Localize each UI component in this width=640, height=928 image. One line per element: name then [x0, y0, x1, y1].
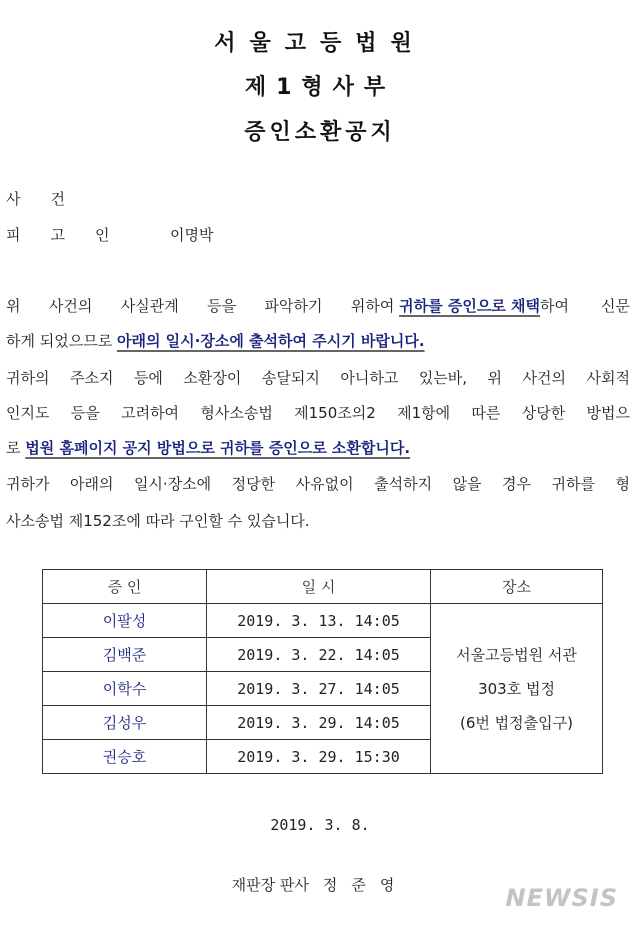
body-text: 하게 되었으므로	[6, 332, 117, 350]
witness-datetime: 2019. 3. 27. 14:05	[207, 672, 431, 706]
case-row	[6, 188, 156, 209]
header-place: 장소	[431, 570, 603, 604]
table-row	[43, 604, 603, 638]
witness-name: 김성우	[43, 706, 207, 740]
body-line	[6, 330, 630, 351]
header-witness: 증 인	[43, 570, 207, 604]
witness-datetime: 2019. 3. 22. 14:05	[207, 638, 431, 672]
place-line: (6번 법정출입구)	[460, 713, 573, 732]
body-text: 위 사건의 사실관계 등을 파악하기 위하여	[6, 297, 400, 315]
witness-datetime: 2019. 3. 29. 15:30	[207, 740, 431, 774]
judge-title: 재판장 판사	[231, 876, 309, 894]
body-line	[6, 295, 630, 316]
case-label: 사건	[6, 190, 95, 208]
notice-date: 2019. 3. 8.	[270, 816, 370, 834]
body-line: 귀하가 아래의 일시·장소에 정당한 사유없이 출석하지 않을 경우 귀하를 형	[6, 475, 630, 493]
header-datetime: 일 시	[207, 570, 431, 604]
body-line: 사소송법 제152조에 따라 구인할 수 있습니다.	[6, 512, 310, 530]
defendant-name: 이명박	[170, 226, 214, 244]
witness-name: 이팔성	[43, 604, 207, 638]
witness-datetime: 2019. 3. 13. 14:05	[207, 604, 431, 638]
witness-datetime: 2019. 3. 29. 14:05	[207, 706, 431, 740]
place-line: 서울고등법원 서관	[456, 645, 577, 664]
defendant-row	[6, 224, 213, 245]
place-line: 303호 법정	[478, 679, 555, 698]
newsis-watermark: NEWSIS	[505, 884, 618, 912]
judge-name: 정준영	[322, 876, 409, 894]
place-cell	[431, 604, 603, 774]
body-line: 귀하의 주소지 등에 소환장이 송달되지 아니하고 있는바, 위 사건의 사회적	[6, 369, 630, 387]
witness-table	[42, 569, 603, 774]
notice-title: 증인소환공지	[244, 120, 396, 145]
emphasis-text: 귀하를 증인으로 채택	[399, 297, 540, 315]
body-line: 인지도 등을 고려하여 형사소송법 제150조의2 제1항에 따른 상당한 방법으	[6, 404, 630, 422]
body-line	[6, 437, 630, 458]
court-name: 서울고등법원	[214, 31, 426, 56]
emphasis-text: 아래의 일시·장소에 출석하여 주시기 바랍니다.	[116, 332, 425, 350]
witness-name: 권승호	[43, 740, 207, 774]
witness-name: 이학수	[43, 672, 207, 706]
division-name: 제1형사부	[244, 75, 396, 100]
witness-name: 김백준	[43, 638, 207, 672]
emphasis-text: 법원 홈페이지 공지 방법으로 귀하를 증인으로 소환합니다.	[25, 439, 411, 457]
table-header	[43, 570, 603, 604]
body-text: 로	[6, 439, 26, 457]
defendant-label: 피고인	[6, 226, 140, 244]
body-text: 하여 신문	[540, 297, 630, 315]
